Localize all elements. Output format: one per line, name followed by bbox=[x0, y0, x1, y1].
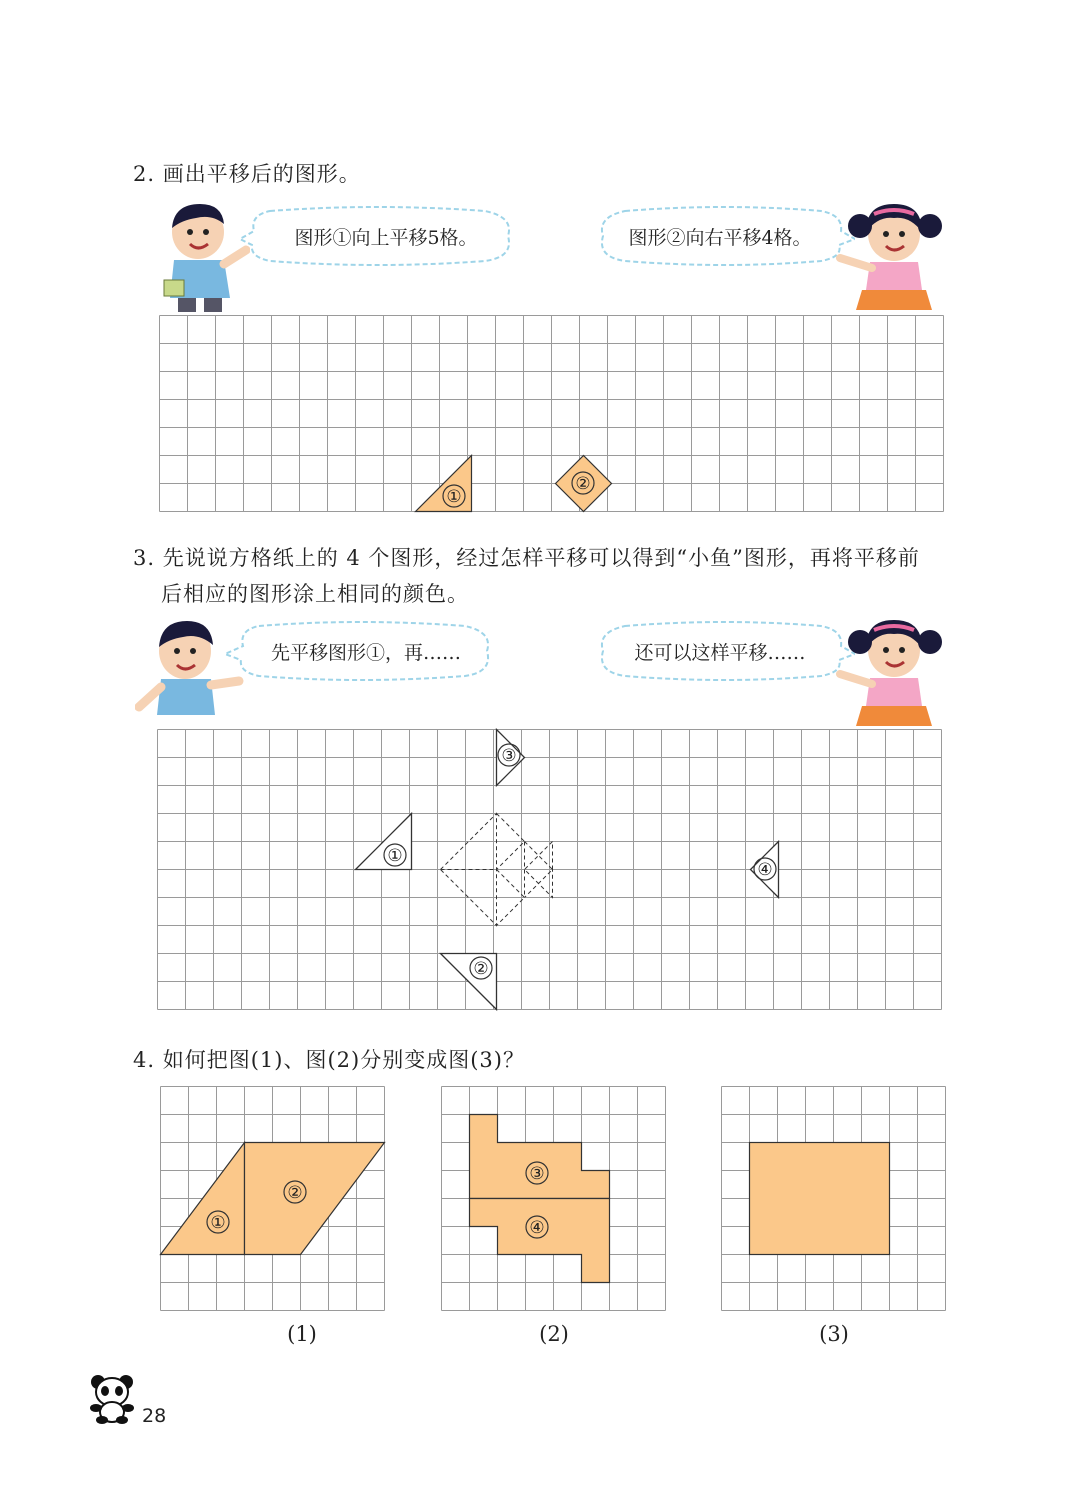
boy-illustration bbox=[160, 198, 250, 313]
q2-shape1-label: ① bbox=[446, 487, 462, 507]
q4-fig2-label4: ④ bbox=[529, 1218, 545, 1238]
q2-shape2-label: ② bbox=[575, 474, 591, 494]
q2-grid bbox=[157, 312, 953, 513]
q4-figure-3 bbox=[719, 1084, 949, 1314]
q3-shape1-label: ① bbox=[387, 846, 403, 866]
boy-speech-text: 图形①向上平移5格。 bbox=[294, 226, 478, 249]
caption-fig-3: (3) bbox=[819, 1322, 849, 1346]
q4-fig1-label2: ② bbox=[287, 1183, 303, 1203]
caption-fig-2: (2) bbox=[539, 1322, 569, 1346]
question-3-title-line1: 3. 先说说方格纸上的 4 个图形，经过怎样平移可以得到“小鱼”图形，再将平移前 bbox=[133, 546, 920, 570]
girl-speech-text-2: 还可以这样平移…… bbox=[634, 641, 806, 664]
caption-fig-1: (1) bbox=[287, 1322, 317, 1346]
q4-figure-1 bbox=[158, 1084, 388, 1314]
boy-speech-text-2: 先平移图形①，再…… bbox=[270, 641, 461, 664]
q4-fig2-label3: ③ bbox=[529, 1164, 545, 1184]
question-2-title: 2. 画出平移后的图形。 bbox=[133, 162, 361, 186]
q3-shape4-label: ④ bbox=[757, 860, 773, 880]
girl-illustration-2 bbox=[836, 612, 946, 727]
question-3-title-line2: 后相应的图形涂上相同的颜色。 bbox=[161, 582, 469, 606]
q3-shape2-label: ② bbox=[473, 959, 489, 979]
page-number: 28 bbox=[142, 1405, 167, 1427]
girl-speech-text: 图形②向右平移4格。 bbox=[628, 226, 812, 249]
q3-grid bbox=[155, 727, 952, 1013]
girl-illustration bbox=[836, 198, 946, 313]
q3-shape3-label: ③ bbox=[501, 746, 517, 766]
panda-icon bbox=[88, 1372, 138, 1424]
question-4-title: 4. 如何把图(1)、图(2)分别变成图(3)？ bbox=[133, 1048, 525, 1072]
q4-figure-2 bbox=[439, 1084, 669, 1314]
q4-fig1-label1: ① bbox=[210, 1213, 226, 1233]
